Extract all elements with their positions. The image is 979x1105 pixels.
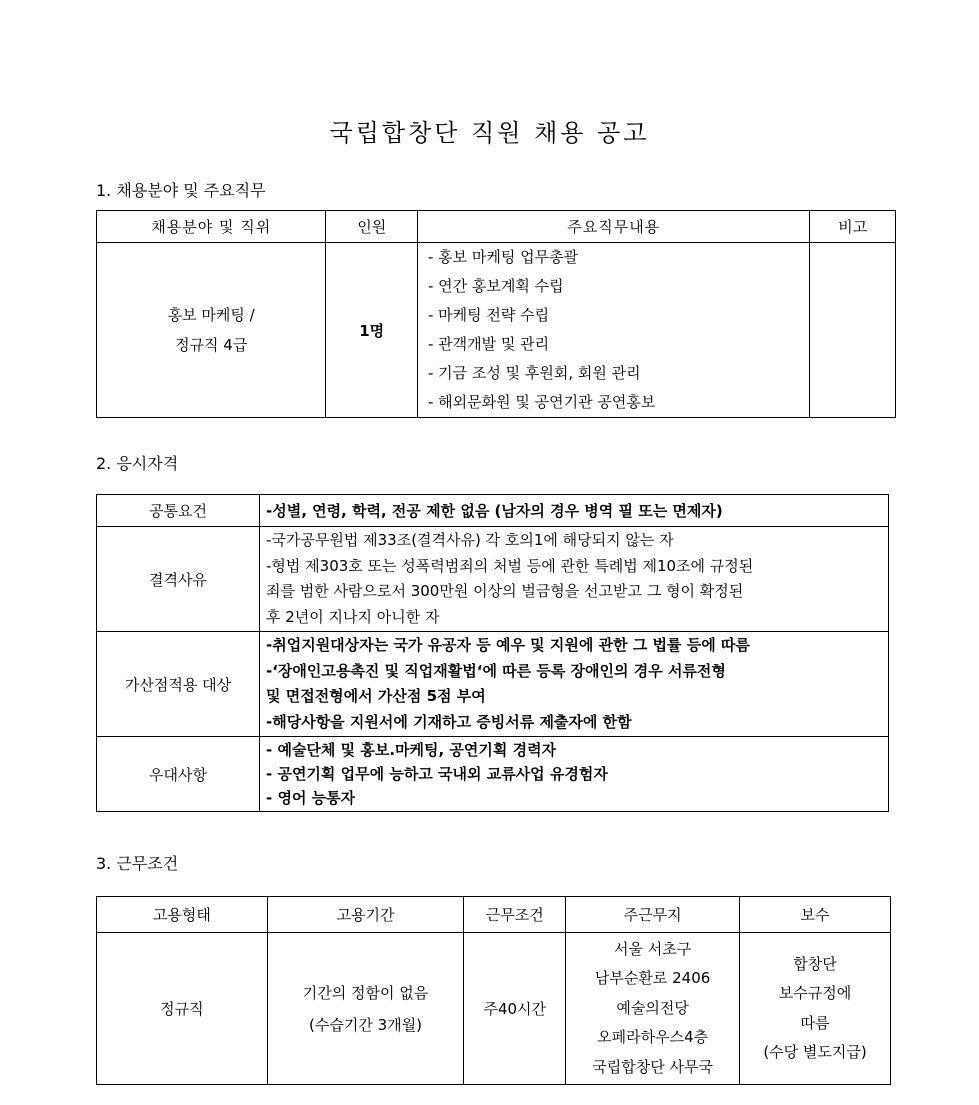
- content-line: - 공연기획 업무에 능하고 국내외 교류사업 유경험자: [266, 765, 608, 783]
- duty-item: - 연간 홍보계획 수립: [427, 277, 564, 295]
- row-content: [260, 632, 889, 737]
- header-pay: 보수: [740, 897, 891, 933]
- header-location: 주근무지: [566, 897, 740, 933]
- row-label: 공통요건: [97, 495, 260, 527]
- count-cell: 1명: [326, 243, 418, 418]
- period-line: 기간의 정함이 없음: [302, 983, 429, 1002]
- content-line: -해당사항을 지원서에 기재하고 증빙서류 제출자에 한함: [266, 712, 632, 731]
- section-heading-qualifications: 2. 응시자격: [96, 454, 179, 473]
- duty-item: - 관객개발 및 관리: [427, 335, 550, 353]
- location-line: 남부순환로 2406: [594, 969, 711, 988]
- section-heading-recruitment: 1. 채용분야 및 주요직무: [96, 181, 266, 200]
- pay-line: 합창단: [793, 954, 837, 973]
- qualifications-table: [96, 494, 889, 812]
- location-line: 서울 서초구: [614, 939, 692, 958]
- duty-item: - 마케팅 전략 수립: [427, 306, 550, 324]
- location-cell: [566, 933, 740, 1085]
- condition-cell: 주40시간: [464, 933, 566, 1085]
- duty-item: - 해외문화원 및 공연기관 공연홍보: [427, 393, 656, 411]
- field-line: 정규직 4급: [175, 336, 248, 354]
- period-cell: [267, 933, 464, 1085]
- period-line: (수습기간 3개월): [309, 1015, 422, 1034]
- row-content: [260, 737, 889, 812]
- header-period: 고용기간: [267, 897, 464, 933]
- type-cell: 정규직: [97, 933, 268, 1085]
- row-label: 우대사항: [97, 737, 260, 812]
- section-heading-conditions: 3. 근무조건: [96, 854, 179, 873]
- note-cell: [810, 243, 896, 418]
- field-cell: [97, 243, 326, 418]
- content-line: 후 2년이 지나지 아니한 자: [266, 607, 440, 626]
- location-line: 국립합창단 사무국: [592, 1057, 713, 1076]
- content-line: -형법 제303호 또는 성폭력범죄의 처벌 등에 관한 특례법 제10조에 규정된: [266, 556, 754, 575]
- page-title: 국립합창단 직원 채용 공고: [329, 119, 650, 147]
- header-note: 비고: [810, 211, 896, 243]
- content-line: 죄를 범한 사람으로서 300만원 이상의 벌금형을 선고받고 그 형이 확정된: [266, 582, 744, 600]
- recruitment-table: [96, 210, 896, 418]
- header-type: 고용형태: [97, 897, 268, 933]
- content-line: -국가공무원법 제33조(결격사유) 각 호의1에 해당되지 않는 자: [266, 531, 674, 549]
- content-line: 및 면접전형에서 가산점 5점 부여: [266, 687, 486, 705]
- header-field: 채용분야 및 직위: [97, 211, 326, 243]
- location-line: 예술의전당: [616, 998, 689, 1017]
- pay-line: 보수규정에: [778, 984, 852, 1002]
- duty-item: - 홍보 마케팅 업무총괄: [427, 248, 579, 266]
- row-content: -성별, 연령, 학력, 전공 제한 없음 (남자의 경우 병역 필 또는 면제자): [260, 495, 889, 527]
- content-line: -취업지원대상자는 국가 유공자 등 예우 및 지원에 관한 그 법률 등에 따름: [266, 636, 750, 654]
- duties-cell: [417, 243, 809, 418]
- location-line: 오페라하우스4층: [597, 1028, 709, 1047]
- row-label: 가산점적용 대상: [97, 632, 260, 737]
- header-condition: 근무조건: [464, 897, 566, 933]
- field-line: 홍보 마케팅 /: [167, 306, 255, 324]
- pay-line: (수당 별도지급): [763, 1043, 867, 1061]
- row-content: [260, 527, 889, 632]
- pay-cell: [740, 933, 891, 1085]
- header-duties: 주요직무내용: [417, 211, 809, 243]
- content-line: -‘장애인고용촉진 및 직업재활법‘에 따른 등록 장애인의 경우 서류전형: [266, 661, 726, 680]
- pay-line: 따름: [800, 1013, 830, 1032]
- row-label: 결격사유: [97, 527, 260, 632]
- duty-item: - 기금 조성 및 후원회, 회원 관리: [427, 364, 641, 382]
- header-count: 인원: [326, 211, 418, 243]
- content-line: - 예술단체 및 홍보.마케팅, 공연기획 경력자: [266, 741, 557, 759]
- content-line: - 영어 능통자: [266, 789, 356, 807]
- conditions-table: [96, 896, 891, 1085]
